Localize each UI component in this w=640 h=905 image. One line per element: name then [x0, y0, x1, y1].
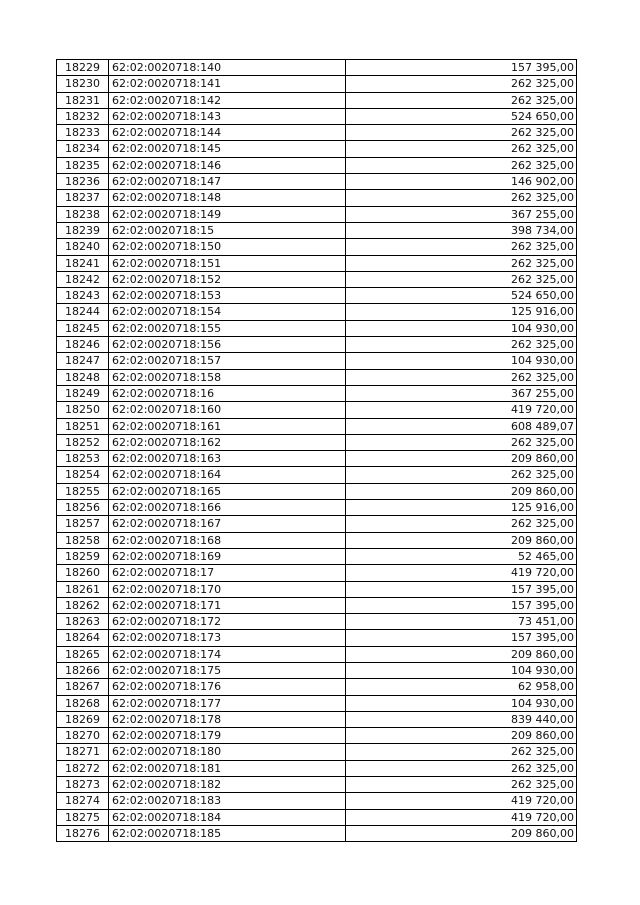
cadastral-number-cell: 62:02:0020718:184	[109, 809, 346, 825]
cadastral-value-cell: 262 325,00	[346, 239, 577, 255]
row-number-cell: 18276	[57, 825, 109, 841]
table-row	[57, 125, 577, 141]
row-number-cell: 18243	[57, 288, 109, 304]
cadastral-value-cell: 157 395,00	[346, 60, 577, 76]
cadastral-number-cell: 62:02:0020718:160	[109, 402, 346, 418]
table-row	[57, 92, 577, 108]
cadastral-number-cell: 62:02:0020718:153	[109, 288, 346, 304]
table-row	[57, 614, 577, 630]
cadastral-value-cell: 367 255,00	[346, 385, 577, 401]
cadastral-number-cell: 62:02:0020718:157	[109, 353, 346, 369]
cadastral-number-cell: 62:02:0020718:170	[109, 581, 346, 597]
row-number-cell: 18235	[57, 157, 109, 173]
table-row	[57, 206, 577, 222]
cadastral-value-cell: 209 860,00	[346, 825, 577, 841]
cadastral-number-cell: 62:02:0020718:172	[109, 614, 346, 630]
cadastral-value-cell: 524 650,00	[346, 108, 577, 124]
row-number-cell: 18245	[57, 320, 109, 336]
row-number-cell: 18252	[57, 434, 109, 450]
table-row	[57, 532, 577, 548]
table-row	[57, 288, 577, 304]
cadastral-value-cell: 419 720,00	[346, 402, 577, 418]
cadastral-value-cell: 262 325,00	[346, 125, 577, 141]
cadastral-value-cell: 209 860,00	[346, 483, 577, 499]
cadastral-value-table	[56, 59, 577, 842]
table-row	[57, 271, 577, 287]
row-number-cell: 18274	[57, 793, 109, 809]
cadastral-value-cell: 146 902,00	[346, 174, 577, 190]
table-row	[57, 548, 577, 564]
row-number-cell: 18233	[57, 125, 109, 141]
cadastral-value-cell: 419 720,00	[346, 565, 577, 581]
cadastral-value-cell: 262 325,00	[346, 744, 577, 760]
cadastral-number-cell: 62:02:0020718:180	[109, 744, 346, 760]
row-number-cell: 18261	[57, 581, 109, 597]
cadastral-value-cell: 262 325,00	[346, 516, 577, 532]
cadastral-number-cell: 62:02:0020718:155	[109, 320, 346, 336]
table-row	[57, 353, 577, 369]
cadastral-number-cell: 62:02:0020718:15	[109, 222, 346, 238]
row-number-cell: 18275	[57, 809, 109, 825]
table-row	[57, 565, 577, 581]
row-number-cell: 18239	[57, 222, 109, 238]
cadastral-value-cell: 157 395,00	[346, 581, 577, 597]
table-row	[57, 630, 577, 646]
table-row	[57, 157, 577, 173]
table-row	[57, 304, 577, 320]
row-number-cell: 18269	[57, 711, 109, 727]
cadastral-value-cell: 209 860,00	[346, 532, 577, 548]
cadastral-number-cell: 62:02:0020718:178	[109, 711, 346, 727]
cadastral-value-cell: 52 465,00	[346, 548, 577, 564]
row-number-cell: 18249	[57, 385, 109, 401]
cadastral-value-cell: 839 440,00	[346, 711, 577, 727]
row-number-cell: 18232	[57, 108, 109, 124]
table-row	[57, 108, 577, 124]
row-number-cell: 18242	[57, 271, 109, 287]
row-number-cell: 18230	[57, 76, 109, 92]
cadastral-number-cell: 62:02:0020718:142	[109, 92, 346, 108]
table-row	[57, 516, 577, 532]
cadastral-value-cell: 262 325,00	[346, 141, 577, 157]
table-row	[57, 239, 577, 255]
cadastral-value-cell: 262 325,00	[346, 157, 577, 173]
cadastral-number-cell: 62:02:0020718:162	[109, 434, 346, 450]
row-number-cell: 18250	[57, 402, 109, 418]
table-row	[57, 222, 577, 238]
cadastral-value-cell: 608 489,07	[346, 418, 577, 434]
cadastral-number-cell: 62:02:0020718:151	[109, 255, 346, 271]
cadastral-value-cell: 104 930,00	[346, 695, 577, 711]
cadastral-number-cell: 62:02:0020718:16	[109, 385, 346, 401]
table-row	[57, 385, 577, 401]
cadastral-number-cell: 62:02:0020718:146	[109, 157, 346, 173]
table-row	[57, 744, 577, 760]
cadastral-value-cell: 73 451,00	[346, 614, 577, 630]
row-number-cell: 18271	[57, 744, 109, 760]
row-number-cell: 18272	[57, 760, 109, 776]
table-row	[57, 760, 577, 776]
row-number-cell: 18251	[57, 418, 109, 434]
table-row	[57, 369, 577, 385]
cadastral-number-cell: 62:02:0020718:174	[109, 646, 346, 662]
row-number-cell: 18238	[57, 206, 109, 222]
cadastral-value-cell: 104 930,00	[346, 662, 577, 678]
cadastral-number-cell: 62:02:0020718:141	[109, 76, 346, 92]
cadastral-number-cell: 62:02:0020718:179	[109, 728, 346, 744]
row-number-cell: 18266	[57, 662, 109, 678]
cadastral-value-cell: 262 325,00	[346, 760, 577, 776]
cadastral-number-cell: 62:02:0020718:175	[109, 662, 346, 678]
table-row	[57, 825, 577, 841]
cadastral-number-cell: 62:02:0020718:173	[109, 630, 346, 646]
cadastral-number-cell: 62:02:0020718:183	[109, 793, 346, 809]
table-row	[57, 679, 577, 695]
table-row	[57, 695, 577, 711]
cadastral-value-cell: 262 325,00	[346, 190, 577, 206]
cadastral-number-cell: 62:02:0020718:145	[109, 141, 346, 157]
cadastral-value-cell: 262 325,00	[346, 369, 577, 385]
cadastral-number-cell: 62:02:0020718:164	[109, 467, 346, 483]
cadastral-value-cell: 262 325,00	[346, 434, 577, 450]
table-row	[57, 467, 577, 483]
row-number-cell: 18267	[57, 679, 109, 695]
table-row	[57, 662, 577, 678]
row-number-cell: 18234	[57, 141, 109, 157]
cadastral-number-cell: 62:02:0020718:148	[109, 190, 346, 206]
cadastral-value-cell: 62 958,00	[346, 679, 577, 695]
row-number-cell: 18247	[57, 353, 109, 369]
cadastral-value-cell: 209 860,00	[346, 728, 577, 744]
table-row	[57, 418, 577, 434]
table-row	[57, 581, 577, 597]
row-number-cell: 18229	[57, 60, 109, 76]
cadastral-value-cell: 209 860,00	[346, 646, 577, 662]
row-number-cell: 18231	[57, 92, 109, 108]
row-number-cell: 18262	[57, 597, 109, 613]
row-number-cell: 18255	[57, 483, 109, 499]
table-row	[57, 190, 577, 206]
cadastral-number-cell: 62:02:0020718:147	[109, 174, 346, 190]
table-body	[57, 60, 577, 842]
table-row	[57, 777, 577, 793]
cadastral-number-cell: 62:02:0020718:161	[109, 418, 346, 434]
cadastral-value-cell: 262 325,00	[346, 467, 577, 483]
table-row	[57, 60, 577, 76]
cadastral-value-cell: 398 734,00	[346, 222, 577, 238]
cadastral-number-cell: 62:02:0020718:168	[109, 532, 346, 548]
cadastral-number-cell: 62:02:0020718:150	[109, 239, 346, 255]
cadastral-value-cell: 104 930,00	[346, 320, 577, 336]
row-number-cell: 18253	[57, 451, 109, 467]
cadastral-number-cell: 62:02:0020718:176	[109, 679, 346, 695]
table-row	[57, 337, 577, 353]
row-number-cell: 18240	[57, 239, 109, 255]
table-row	[57, 728, 577, 744]
table-row	[57, 76, 577, 92]
table-row	[57, 646, 577, 662]
cadastral-number-cell: 62:02:0020718:156	[109, 337, 346, 353]
cadastral-number-cell: 62:02:0020718:169	[109, 548, 346, 564]
cadastral-value-cell: 125 916,00	[346, 500, 577, 516]
table-row	[57, 711, 577, 727]
table-row	[57, 402, 577, 418]
cadastral-number-cell: 62:02:0020718:158	[109, 369, 346, 385]
table-row	[57, 500, 577, 516]
cadastral-value-cell: 262 325,00	[346, 337, 577, 353]
row-number-cell: 18258	[57, 532, 109, 548]
cadastral-number-cell: 62:02:0020718:163	[109, 451, 346, 467]
cadastral-number-cell: 62:02:0020718:181	[109, 760, 346, 776]
cadastral-value-cell: 209 860,00	[346, 451, 577, 467]
cadastral-number-cell: 62:02:0020718:171	[109, 597, 346, 613]
cadastral-number-cell: 62:02:0020718:140	[109, 60, 346, 76]
table-row	[57, 483, 577, 499]
cadastral-number-cell: 62:02:0020718:154	[109, 304, 346, 320]
row-number-cell: 18254	[57, 467, 109, 483]
cadastral-number-cell: 62:02:0020718:149	[109, 206, 346, 222]
row-number-cell: 18259	[57, 548, 109, 564]
cadastral-value-cell: 419 720,00	[346, 809, 577, 825]
cadastral-value-cell: 157 395,00	[346, 630, 577, 646]
cadastral-value-cell: 367 255,00	[346, 206, 577, 222]
row-number-cell: 18263	[57, 614, 109, 630]
table-row	[57, 174, 577, 190]
row-number-cell: 18257	[57, 516, 109, 532]
row-number-cell: 18244	[57, 304, 109, 320]
cadastral-number-cell: 62:02:0020718:167	[109, 516, 346, 532]
table-row	[57, 809, 577, 825]
row-number-cell: 18260	[57, 565, 109, 581]
cadastral-value-cell: 262 325,00	[346, 76, 577, 92]
cadastral-number-cell: 62:02:0020718:17	[109, 565, 346, 581]
cadastral-value-cell: 125 916,00	[346, 304, 577, 320]
table-row	[57, 451, 577, 467]
row-number-cell: 18256	[57, 500, 109, 516]
cadastral-number-cell: 62:02:0020718:177	[109, 695, 346, 711]
cadastral-value-cell: 157 395,00	[346, 597, 577, 613]
cadastral-value-cell: 524 650,00	[346, 288, 577, 304]
cadastral-number-cell: 62:02:0020718:144	[109, 125, 346, 141]
cadastral-value-cell: 262 325,00	[346, 777, 577, 793]
row-number-cell: 18270	[57, 728, 109, 744]
row-number-cell: 18264	[57, 630, 109, 646]
row-number-cell: 18241	[57, 255, 109, 271]
row-number-cell: 18236	[57, 174, 109, 190]
row-number-cell: 18273	[57, 777, 109, 793]
cadastral-value-cell: 262 325,00	[346, 255, 577, 271]
cadastral-number-cell: 62:02:0020718:165	[109, 483, 346, 499]
table-row	[57, 434, 577, 450]
table-row	[57, 320, 577, 336]
table-row	[57, 597, 577, 613]
cadastral-number-cell: 62:02:0020718:182	[109, 777, 346, 793]
table-row	[57, 141, 577, 157]
cadastral-number-cell: 62:02:0020718:185	[109, 825, 346, 841]
cadastral-number-cell: 62:02:0020718:143	[109, 108, 346, 124]
cadastral-value-cell: 419 720,00	[346, 793, 577, 809]
cadastral-value-cell: 262 325,00	[346, 271, 577, 287]
row-number-cell: 18237	[57, 190, 109, 206]
table-row	[57, 255, 577, 271]
row-number-cell: 18268	[57, 695, 109, 711]
row-number-cell: 18246	[57, 337, 109, 353]
table-row	[57, 793, 577, 809]
cadastral-value-cell: 104 930,00	[346, 353, 577, 369]
cadastral-value-cell: 262 325,00	[346, 92, 577, 108]
cadastral-number-cell: 62:02:0020718:152	[109, 271, 346, 287]
row-number-cell: 18265	[57, 646, 109, 662]
row-number-cell: 18248	[57, 369, 109, 385]
cadastral-number-cell: 62:02:0020718:166	[109, 500, 346, 516]
